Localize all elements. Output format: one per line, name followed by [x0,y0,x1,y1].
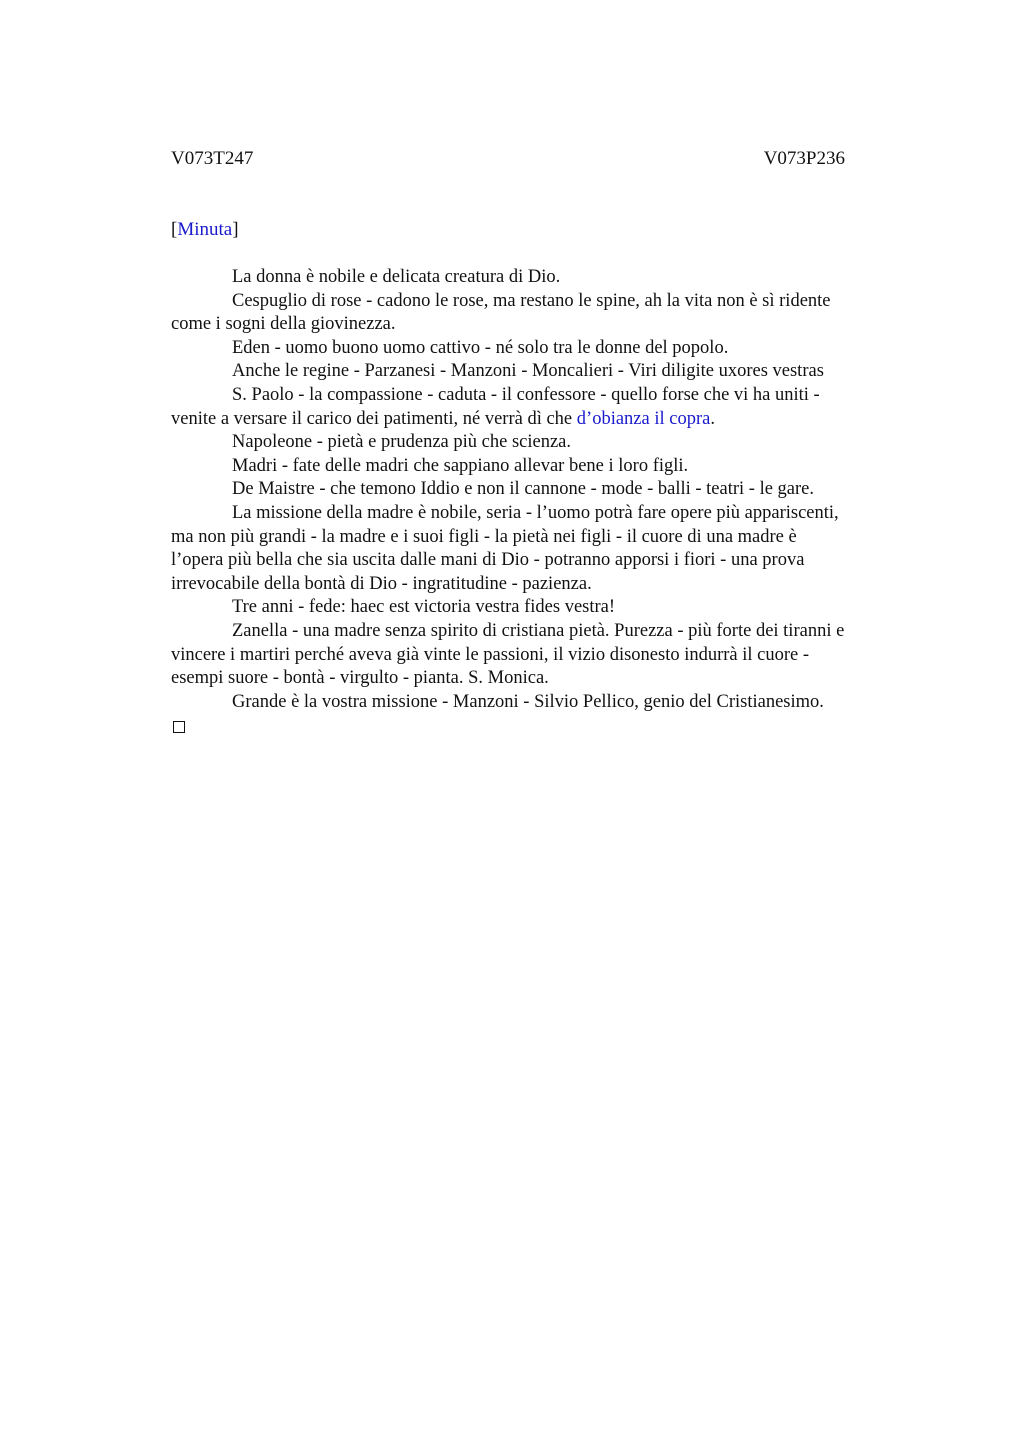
document-body [171,266,919,714]
end-marker-box-icon [173,721,185,733]
paragraph [171,431,919,455]
paragraph [171,502,919,596]
paragraph-line: Grande è la vostra missione - Manzoni - Silvio Pellico, genio del Cristianesimo. [232,691,824,712]
paragraph [171,478,919,502]
paragraph-line: Napoleone - pietà e prudenza più che scienza. [232,432,571,453]
paragraph-line: l’opera più bella che sia uscita dalle mani di Dio - potranno apporsi i fiori - una prova [171,550,805,571]
paragraph-line: Anche le regine - Parzanesi - Manzoni - Moncalieri - Viri diligite uxores vestras [232,361,824,382]
paragraph [171,620,919,691]
paragraph-line: irrevocabile della bontà di Dio - ingratitudine - pazienza. [171,573,592,594]
open-bracket: [ [171,219,178,240]
paragraph-line: Tre anni - fede: haec est victoria vestra fides vestra! [232,597,616,618]
document-code-left: V073T247 [171,148,254,169]
paragraph-line: La missione della madre è nobile, seria - l’uomo potrà fare opere più appariscenti, [232,502,839,523]
paragraph-line: La donna è nobile e delicata creatura di Dio. [232,267,561,287]
paragraph-line: Zanella - una madre senza spirito di cristiana pietà. Purezza - più forte dei tiranni e [232,620,845,641]
paragraph-line: come i sogni della giovinezza. [171,314,396,335]
paragraph [171,360,919,384]
minuta-link[interactable]: Minuta [177,219,233,240]
document-code-right: V073P236 [763,148,845,169]
paragraph-text: venite a versare il carico dei patimenti, né verrà dì che [171,408,577,429]
paragraph [171,596,919,620]
paragraph-line: Eden - uomo buono uomo cattivo - né solo tra le donne del popolo. [232,337,729,358]
gloss-link[interactable]: d’obianza il copra [576,408,711,429]
paragraph-line: vincere i martiri perché aveva già vinte le passioni, il vizio disonesto indurrà il cuore - [171,644,810,665]
paragraph-text: . [710,408,715,429]
paragraph-line: Cespuglio di rose - cadono le rose, ma restano le spine, ah la vita non è sì ridente [232,290,831,311]
paragraph [171,290,919,337]
paragraph-line: Madri - fate delle madri che sappiano allevar bene i loro figli. [232,455,689,476]
paragraph [171,455,919,479]
paragraph-line: S. Paolo - la compassione - caduta - il confessore - quello forse che vi ha uniti - [232,384,820,405]
paragraph-line: ma non più grandi - la madre e i suoi figli - la pietà nei figli - il cuore di una madre è [171,526,797,547]
paragraph [171,266,919,290]
paragraph-line: esempi suore - bontà - virgulto - pianta. S. Monica. [171,668,549,689]
page-header [171,146,845,172]
paragraph [171,384,919,431]
close-bracket: ] [232,219,239,240]
paragraph-line: De Maistre - che temono Iddio e non il cannone - mode - balli - teatri - le gare. [232,479,815,500]
section-label [171,217,239,243]
paragraph [171,337,919,361]
paragraph [171,691,919,715]
paragraph-line [171,408,919,432]
